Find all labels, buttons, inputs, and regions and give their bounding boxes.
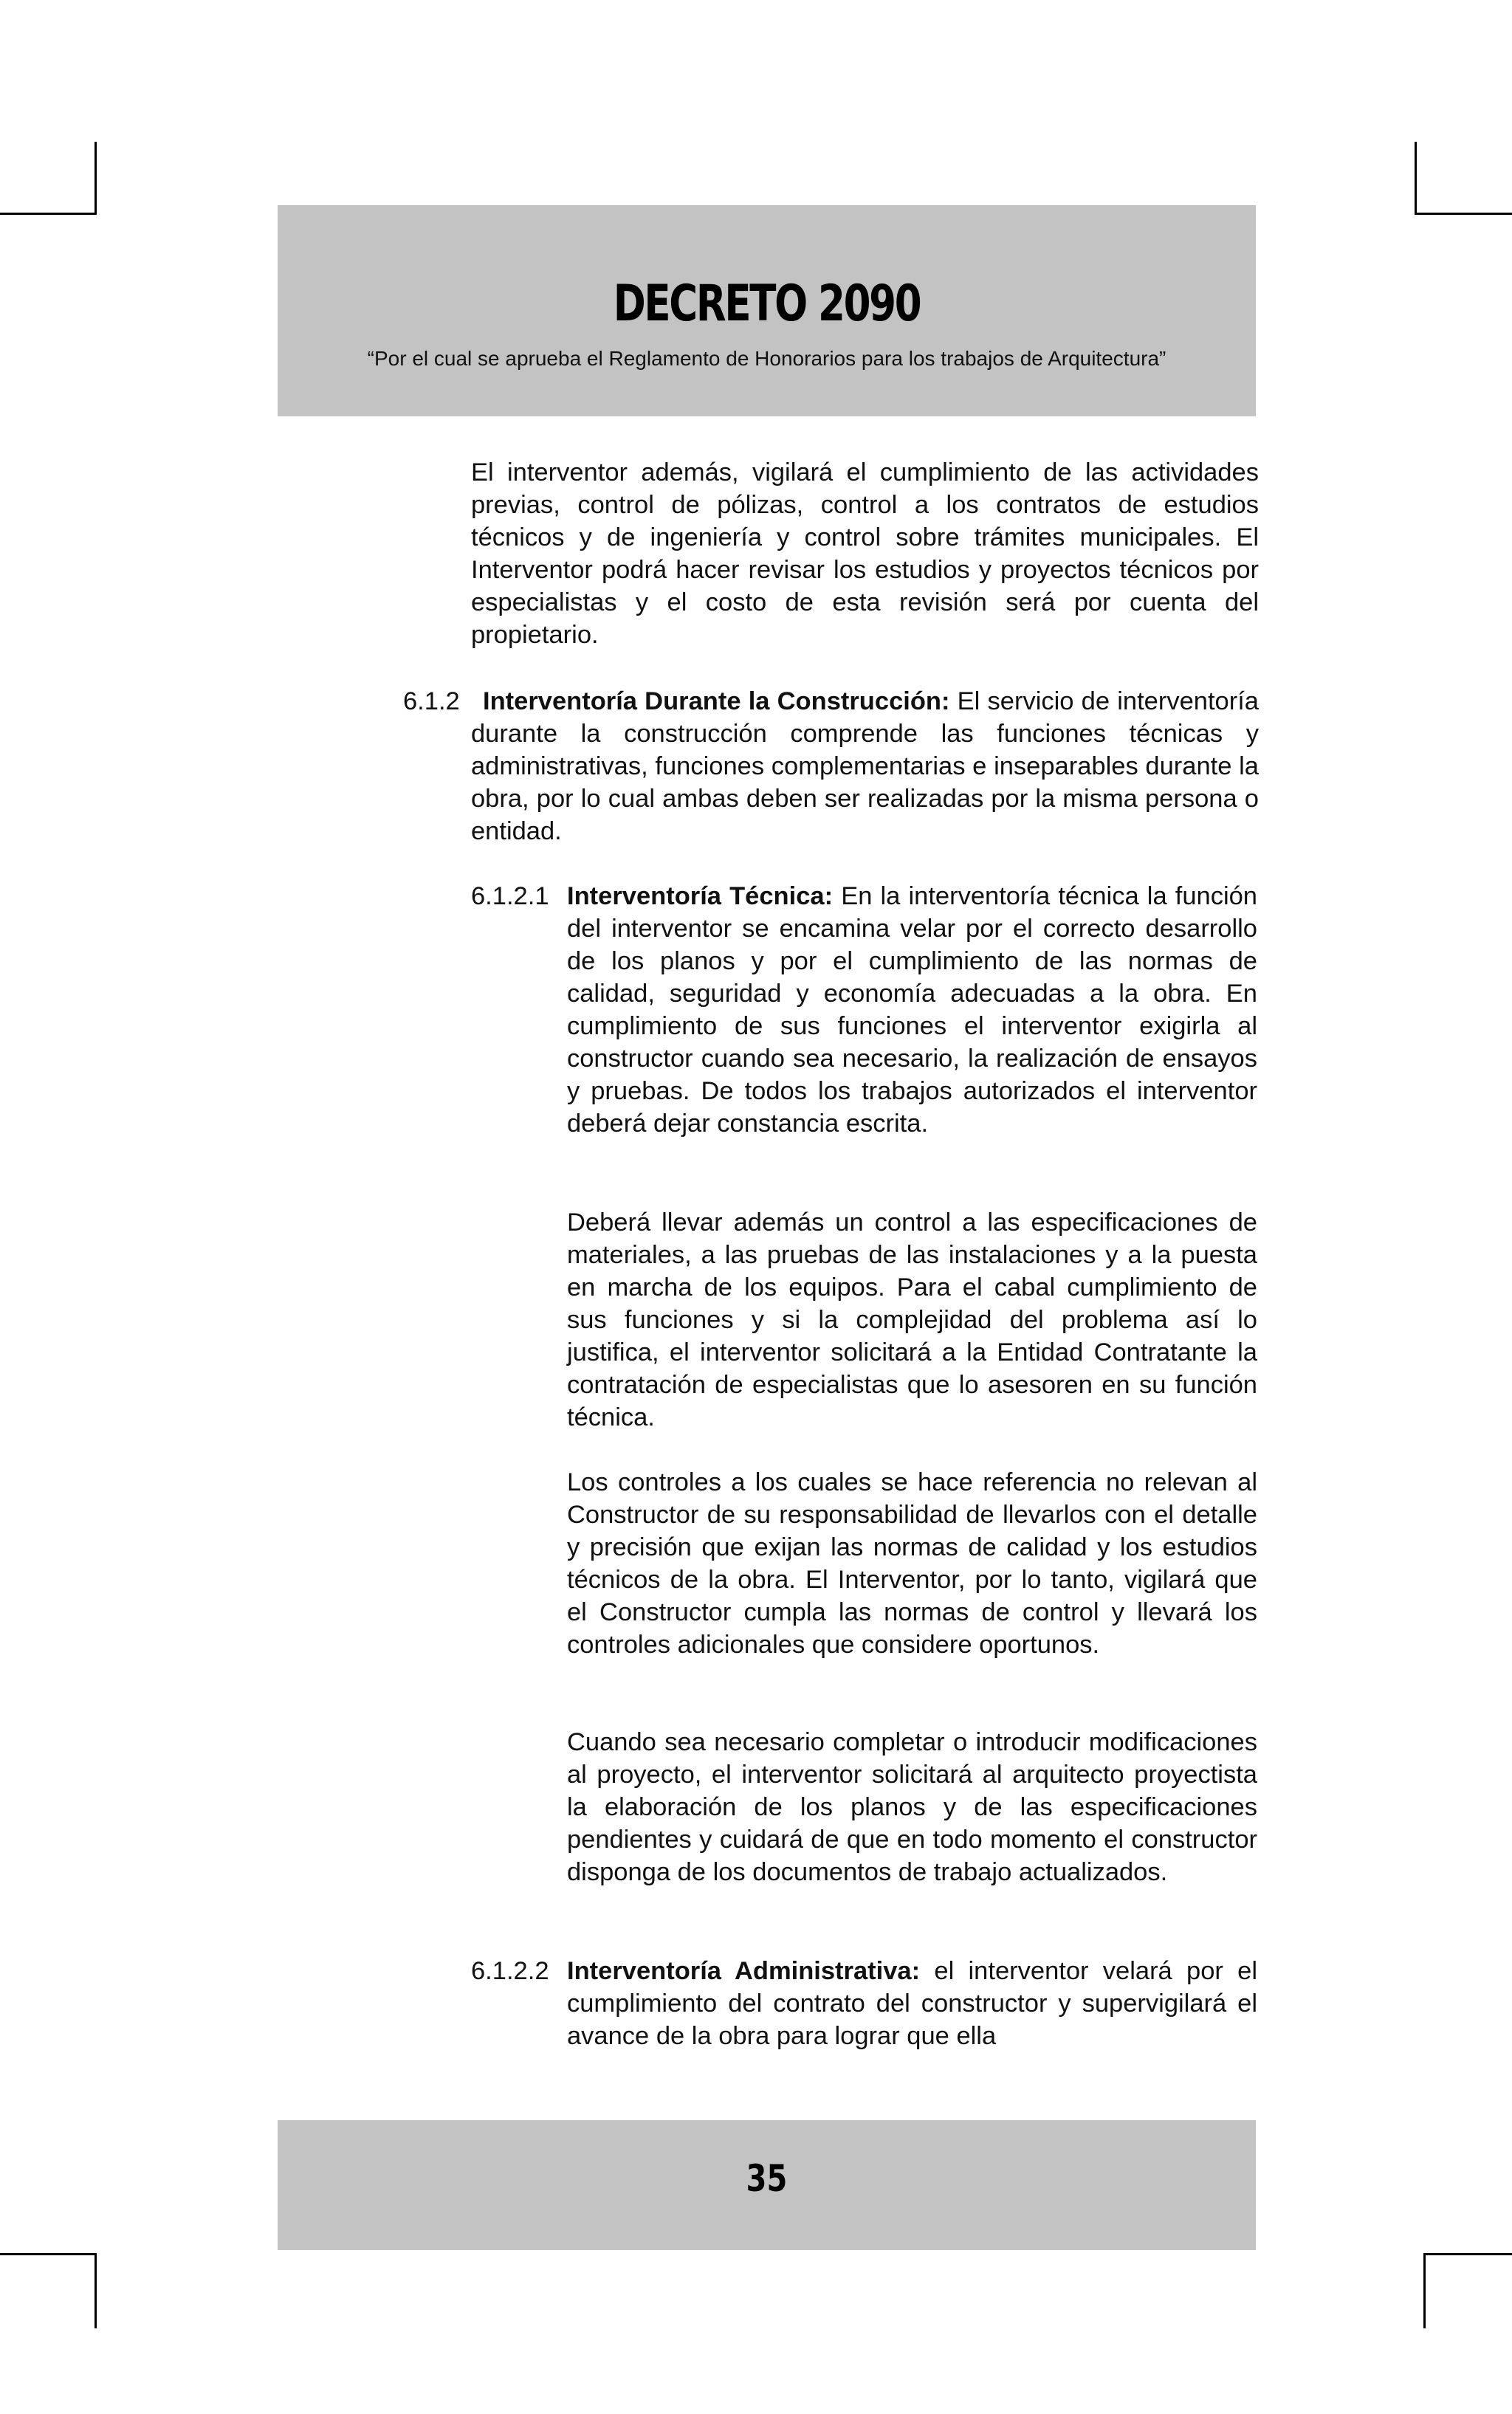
crop-mark-top-left [0,213,97,215]
crop-mark-bottom-right [1423,2253,1426,2328]
document-title: DECRETO 2090 [613,275,921,333]
crop-mark-top-right [1415,142,1417,214]
section-text: El servicio de interventoría durante la construcción comprende las funciones técnicas y administrativas, funciones complementarias e inseparables durante la obra, por lo cual ambas deben ser realizadas por la misma persona o entidad. [471,687,1259,845]
paragraph: Cuando sea necesario completar o introducir modificaciones al proyecto, el interventor solicitará al arquitecto proyectista la elaboración de los planos y de las especificaciones pendientes y cuidará de que en todo momento el constructor disponga de los documentos de trabajo actualizados. [567,1728,1257,1886]
document-subtitle: “Por el cual se aprueba el Reglamento de Honorarios para los trabajos de Arquitectura” [367,347,1166,370]
crop-mark-bottom-left [94,2253,97,2328]
page-footer [278,2120,1256,2250]
section-text: En la interventoría técnica la función del interventor se encamina velar por el correcto desarrollo de los planos y por el cumplimiento de las normas de calidad, seguridad y economía adecuadas a la obra. En cumplimiento de sus funciones el interventor exigirla al constructor cuando sea necesario, la realización de ensayos y pruebas. De todos los trabajos autorizados el interventor deberá dejar constancia escrita. [567,882,1257,1138]
crop-mark-top-right [1415,213,1512,215]
section-text: el interventor velará por el cumplimiento del contrato del constructor y supervigilará el avance de la obra para lograr que ella [567,1957,1258,2050]
paragraph: Los controles a los cuales se hace referencia no relevan al Constructor de su responsabilidad de llevarlos con el detalle y precisión que exijan las normas de calidad y los estudios técnicos de la obra. El Interventor, por lo tanto, vigilará que el Constructor cumpla las normas de control y llevará los controles adicionales que considere oportunos. [567,1468,1257,1659]
crop-mark-top-left [94,142,97,214]
section-heading: Interventoría Administrativa: [567,1957,921,1985]
section-number: 6.1.2.2 [471,1957,549,1985]
section-heading: Interventoría Durante la Construcción: [483,687,950,715]
paragraph: Deberá llevar además un control a las especificaciones de materiales, a las pruebas de las instalaciones y a la puesta en marcha de los equipos. Para el cabal cumplimiento de sus funciones y si la complejidad del problema así lo justifica, el interventor solicitará a la Entidad Contratante la contratación de especialistas que lo asesoren en su función técnica. [567,1208,1257,1431]
section-heading: Interventoría Técnica: [567,882,834,910]
crop-mark-bottom-right [1423,2253,1512,2255]
section-6-1-2 [471,685,1259,847]
page-header [278,205,1256,416]
section-number: 6.1.2.1 [471,882,549,910]
section-6-1-2-2 [567,1955,1257,2052]
intro-paragraph: El interventor además, vigilará el cumplimiento de las actividades previas, control de pólizas, control a los contratos de estudios técnicos y de ingeniería y control sobre trámites municipales. El Interventor podrá hacer revisar los estudios y proyectos técnicos por especialistas y el costo de esta revisión será por cuenta del propietario. [471,458,1259,649]
section-6-1-2-1 [567,880,1257,1140]
crop-mark-bottom-left [0,2253,97,2255]
page-number: 35 [746,2157,788,2200]
section-number: 6.1.2 [403,687,460,715]
